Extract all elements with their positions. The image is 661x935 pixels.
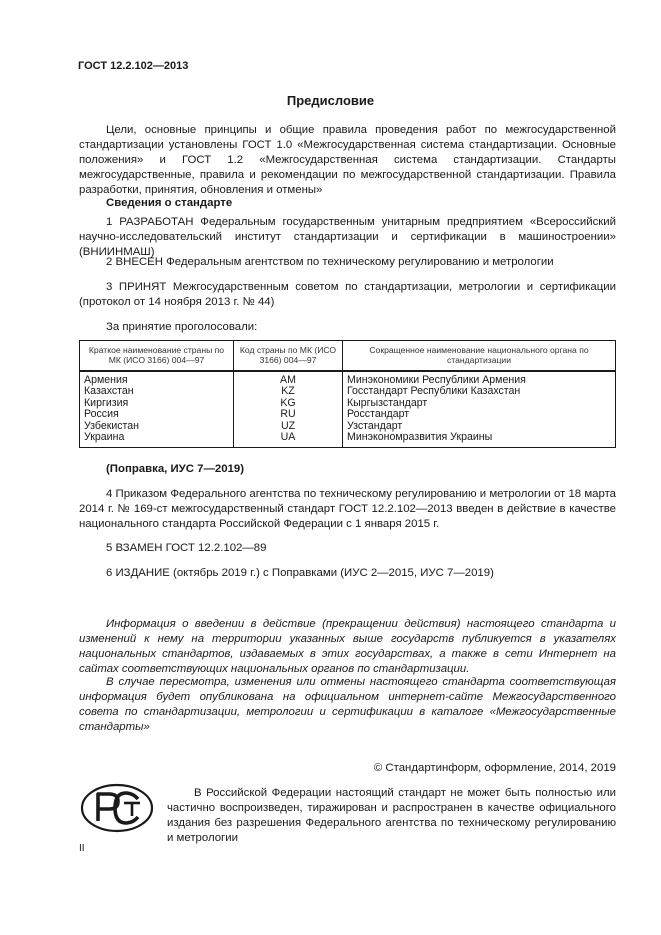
cell-body: Минэкономики Республики Армения: [343, 371, 616, 387]
cell-code: UA: [234, 432, 343, 447]
table-header-row: [80, 341, 616, 371]
cell-body: Госстандарт Республики Казахстан: [343, 386, 616, 398]
countries-table: [79, 340, 616, 448]
page-number: II: [79, 843, 85, 854]
cell-country: Армения: [80, 371, 234, 387]
section-heading: Сведения о стандарте: [106, 197, 233, 209]
table-row: [80, 432, 616, 447]
column-header: Сокращенное наименование национального органа по стандартизации: [343, 341, 616, 371]
cell-country: Россия: [80, 409, 234, 421]
table-row: [80, 409, 616, 421]
rst-logo-icon: [80, 783, 154, 833]
cell-country: Казахстан: [80, 386, 234, 398]
column-header: Код страны по МК (ИСО 3166) 004—97: [234, 341, 343, 371]
cell-body: Кыргызстандарт: [343, 398, 616, 410]
item-5: 5 ВЗАМЕН ГОСТ 12.2.102—89: [106, 542, 267, 554]
item-6: 6 ИЗДАНИЕ (октябрь 2019 г.) с Поправками (ИУС 2—2015, ИУС 7—2019): [106, 567, 494, 579]
cell-code: UZ: [234, 421, 343, 433]
item-2: 2 ВНЕСЕН Федеральным агентством по техническому регулированию и метрологии: [106, 256, 554, 268]
cell-country: Киргизия: [80, 398, 234, 410]
cell-country: Узбекистан: [80, 421, 234, 433]
item-4: 4 Приказом Федерального агентства по техническому регулированию и метрологии от 18 марта 2014 г. № 169-ст межгосударственный стандарт ГОСТ 12.2.102—2013 введен в действие в качестве национального стандарта Российской Федерации с 1 января 2015 г.: [79, 488, 616, 530]
cell-body: Минэкономразвития Украины: [343, 432, 616, 447]
item-1: 1 РАЗРАБОТАН Федеральным государственным унитарным предприятием «Всероссийский научно-исследовательский институт стандартизации и сертификации в машиностроении» (ВНИИНМАШ): [79, 216, 616, 258]
cell-code: RU: [234, 409, 343, 421]
table-row: [80, 371, 616, 387]
voted-label: За принятие проголосовали:: [106, 321, 258, 333]
info-paragraph-1: Информация о введении в действие (прекращении действия) настоящего стандарта и изменений к нему на территории указанных выше государств публикуется в указателях национальных стандартов, издаваемых в этих государствах, а также в сети Интернет на сайтах соответствующих национальных органов по стандартизации.: [79, 618, 616, 675]
intro-paragraph: Цели, основные принципы и общие правила проведения работ по межгосударственной стандартизации установлены ГОСТ 1.0 «Межгосударственная система стандартизации. Основные положения» и ГОСТ 1.2 «Межгосударственная система стандартизации. Стандарты межгосударственные, правила и рекомендации по межгосударственной стандартизации. Правила разработки, принятия, обновления и отмены»: [79, 124, 616, 196]
cell-country: Украина: [80, 432, 234, 447]
legal-notice: В Российской Федерации настоящий стандарт не может быть полностью или частично воспроизведен, тиражирован и распространен в качестве официального издания без разрешения Федерального агентства по техническому регулированию и метрологии: [167, 787, 616, 844]
document-header: ГОСТ 12.2.102—2013: [78, 60, 189, 72]
table-row: [80, 386, 616, 398]
cell-code: KG: [234, 398, 343, 410]
item-3: 3 ПРИНЯТ Межгосударственным советом по стандартизации, метрологии и сертификации (протокол от 14 ноября 2013 г. № 44): [79, 281, 616, 308]
amendment-note: (Поправка, ИУС 7—2019): [106, 463, 245, 475]
cell-code: KZ: [234, 386, 343, 398]
cell-body: Узстандарт: [343, 421, 616, 433]
page-title: Предисловие: [286, 93, 375, 108]
info-paragraph-2: В случае пересмотра, изменения или отмены настоящего стандарта соответствующая информация будет опубликована на официальном интернет-сайте Межгосударственного совета по стандартизации, метрологии и сертификации в каталоге «Межгосударственные стандарты»: [79, 676, 616, 733]
cell-body: Росстандарт: [343, 409, 616, 421]
copyright-line: © Стандартинформ, оформление, 2014, 2019: [373, 762, 616, 774]
cell-code: AM: [234, 371, 343, 387]
column-header: Краткое наименование страны по МК (ИСО 3166) 004—97: [80, 341, 234, 371]
